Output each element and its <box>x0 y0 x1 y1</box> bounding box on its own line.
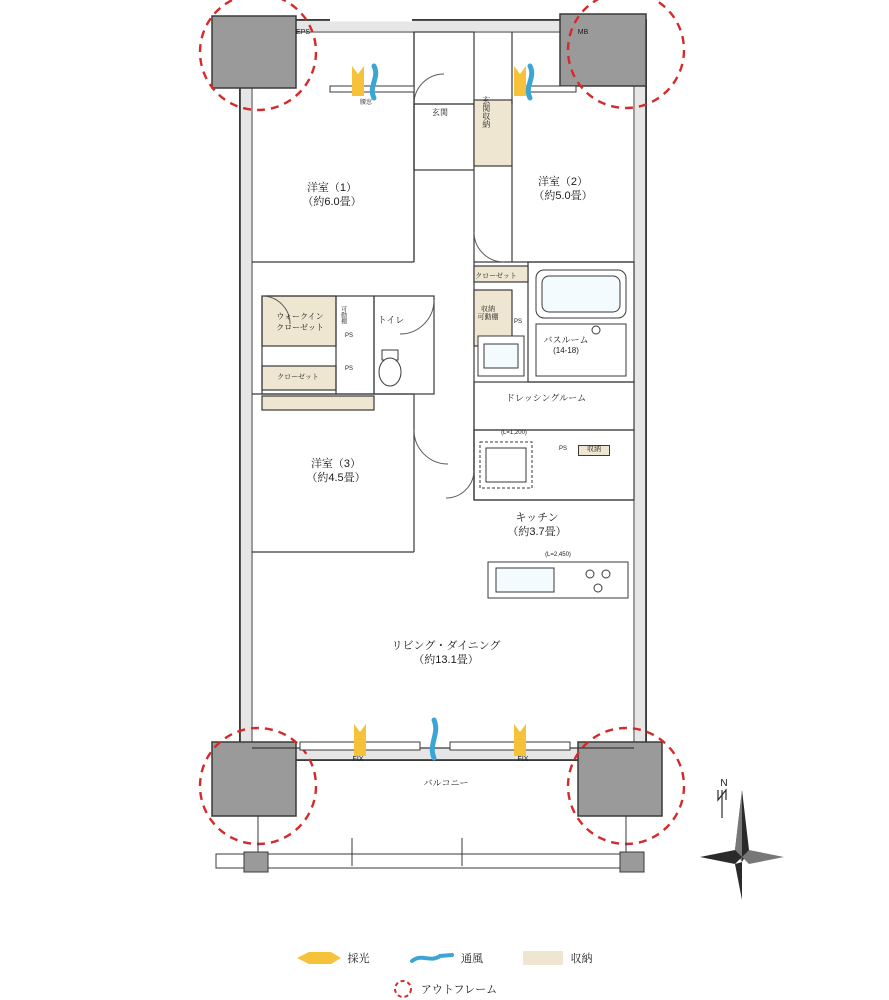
legend-item-outframe: アウトフレーム <box>392 979 497 999</box>
label-storage-movable-shelf: 収納 可動棚 <box>477 306 499 322</box>
label-ps-3: PS <box>344 366 353 372</box>
room-label-bedroom-1: 洋室（1） （約6.0畳） <box>302 182 362 208</box>
legend-item-storage: 収納 <box>523 950 592 966</box>
outframe-columns <box>212 14 662 816</box>
balcony-structure <box>216 816 644 872</box>
label-storage-dressing: 収納 <box>578 445 610 456</box>
label-mb: MB <box>577 29 589 36</box>
label-fix-left: FIX <box>352 756 364 763</box>
label-eps: EPS <box>295 29 310 36</box>
room-label-bedroom-3: 洋室（3） （約4.5畳） <box>306 458 366 484</box>
legend <box>0 935 889 1000</box>
room-label-living-dining: リビング・ダイニング （約13.1畳） <box>391 640 501 666</box>
label-ps-1: PS <box>513 319 522 325</box>
outframe-markers <box>200 0 684 844</box>
label-koshimado: 腰窓 <box>359 100 372 106</box>
label-genkan: 玄関 <box>432 108 448 117</box>
daylight-arrow-icon <box>297 952 341 964</box>
ventilation-wave-icon <box>410 951 454 965</box>
label-toilet: トイレ <box>377 315 405 325</box>
compass-north-label: N <box>720 778 728 789</box>
label-fix-right: FIX <box>517 756 529 763</box>
door-swings <box>262 74 504 498</box>
label-ps-4: PS <box>558 446 567 452</box>
label-genkan-storage: 玄関収納 <box>481 96 491 128</box>
storage-swatch-icon <box>523 951 563 965</box>
label-dim-l1200: (L=1,200) <box>501 430 527 436</box>
legend-item-daylight: 採光 <box>297 950 370 966</box>
toilet-fixture <box>379 350 401 386</box>
label-balcony: バルコニー <box>423 778 469 788</box>
kitchen-counter <box>488 562 628 598</box>
label-dressing-room: ドレッシングルーム <box>505 393 587 403</box>
washer-space <box>480 442 532 488</box>
label-movable-shelf-1: 可動棚 <box>339 306 346 324</box>
label-closet-bedroom3: クローゼット <box>277 374 319 381</box>
compass-rose-icon <box>700 790 784 900</box>
label-closet-bedroom2: クローゼット <box>475 273 517 280</box>
label-walk-in-closet: ウォークイン クローゼット <box>276 312 324 332</box>
legend-item-ventilation: 通風 <box>410 950 483 966</box>
washbasin-fixture <box>478 336 524 376</box>
bathroom-fixtures <box>536 270 626 376</box>
label-dim-l2450: (L=2,450) <box>545 552 571 558</box>
room-label-bedroom-2: 洋室（2） （約5.0畳） <box>533 176 593 202</box>
label-bathroom: バスルーム (14-18) <box>543 335 589 356</box>
outframe-dashed-circle-icon <box>392 979 414 999</box>
label-ps-2: PS <box>344 333 353 339</box>
room-label-kitchen: キッチン （約3.7畳） <box>507 512 567 538</box>
